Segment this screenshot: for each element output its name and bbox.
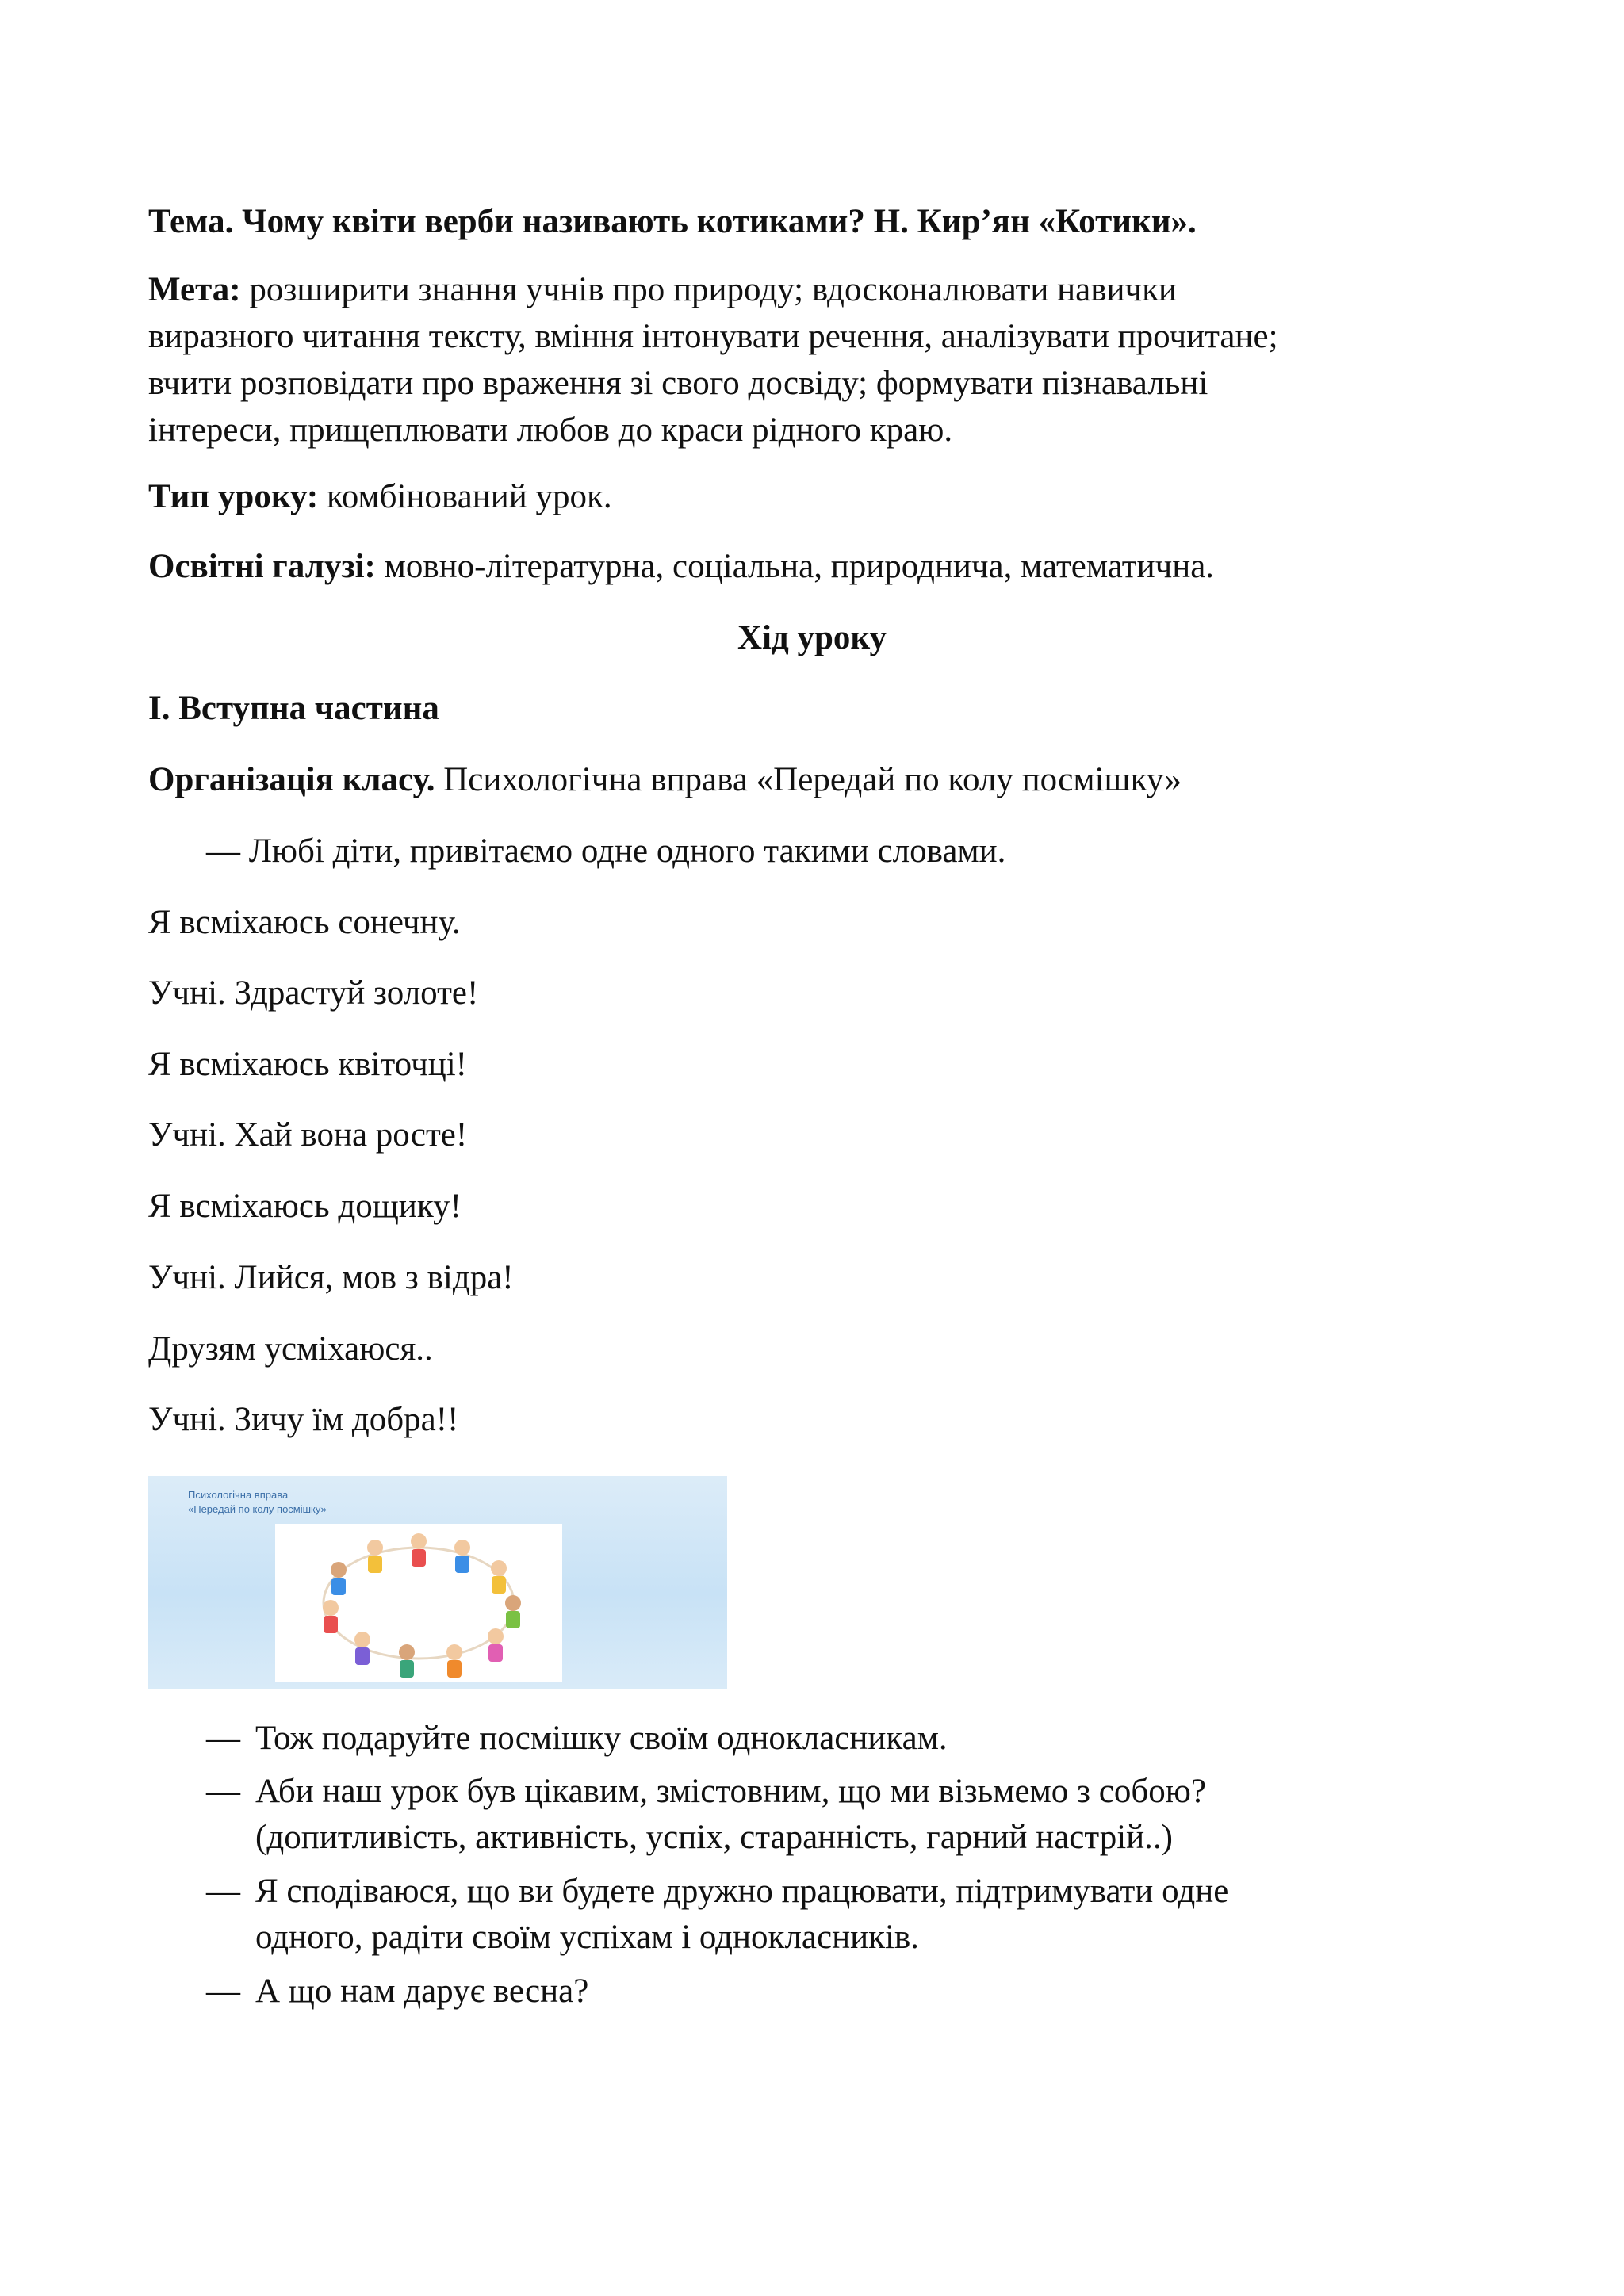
- dialogue-line-1: Я всміхаюсь сонечну.: [148, 904, 461, 941]
- dialogue-line-3: Я всміхаюсь квіточці!: [148, 1046, 467, 1083]
- child-figure: [367, 1540, 383, 1573]
- closing-item-3: [206, 1869, 1228, 1915]
- education-fields-value: мовно-літературна, соціальна, природнича, математична.: [375, 548, 1215, 585]
- child-figure: [411, 1533, 427, 1567]
- child-figure: [331, 1562, 347, 1595]
- child-figure: [505, 1595, 521, 1628]
- child-figure: [488, 1628, 504, 1662]
- lesson-type-label: Тип уроку:: [148, 478, 319, 515]
- dash-marker: —: [206, 1773, 240, 1810]
- goal-line-4: інтереси, прищеплювати любов до краси рідного краю.: [148, 411, 953, 449]
- goal-line-1: [148, 267, 1177, 313]
- illustration-caption-1: Психологічна вправа: [188, 1489, 289, 1501]
- closing-item-3-text: Я сподіваюся, що ви будете дружно працювати, підтримувати одне: [255, 1873, 1229, 1910]
- goal-line-2: виразного читання тексту, вміння інтонувати речення, аналізувати прочитане;: [148, 318, 1278, 355]
- child-figure: [491, 1560, 507, 1594]
- dash-marker: —: [206, 1973, 240, 2010]
- circle-of-children-illustration: [148, 1476, 727, 1689]
- dialogue-line-4: Учні. Хай вона росте!: [148, 1116, 468, 1154]
- education-fields: [148, 544, 1214, 590]
- section-heading: І. Вступна частина: [148, 690, 439, 727]
- child-figure: [454, 1540, 470, 1573]
- lesson-type-value: комбінований урок.: [318, 478, 612, 515]
- child-figure: [323, 1600, 339, 1633]
- closing-item-4: [206, 1969, 588, 2015]
- illustration-frame: [275, 1524, 562, 1682]
- organization-label: Організація класу.: [148, 761, 435, 798]
- organization-text: Психологічна вправа «Передай по колу посмішку»: [435, 761, 1182, 798]
- closing-item-4-text: А що нам дарує весна?: [255, 1973, 589, 2010]
- child-figure: [354, 1632, 370, 1665]
- illustration-caption-2: «Передай по колу посмішку»: [188, 1503, 327, 1515]
- closing-item-2-text: Аби наш урок був цікавим, змістовним, що ми візьмемо з собою?: [255, 1773, 1206, 1810]
- dialogue-line-2: Учні. Здрастуй золоте!: [148, 974, 479, 1012]
- closing-item-2-continued: (допитливість, активність, успіх, старанність, гарний настрій..): [255, 1819, 1173, 1856]
- dialogue-line-8: Учні. Зичу їм добра!!: [148, 1401, 459, 1438]
- lesson-type: [148, 474, 612, 520]
- closing-item-1-text: Тож подаруйте посмішку своїм однокласникам.: [255, 1720, 948, 1757]
- education-fields-label: Освітні галузі:: [148, 548, 376, 585]
- closing-item-2: [206, 1769, 1206, 1815]
- goal-line-3: вчити розповідати про враження зі свого досвіду; формувати пізнавальні: [148, 365, 1208, 402]
- goal-text-1: розширити знання учнів про природу; вдосконалювати навички: [240, 271, 1178, 308]
- goal-label: Мета:: [148, 271, 241, 308]
- intro-line: — Любі діти, привітаємо одне одного такими словами.: [206, 832, 1006, 870]
- closing-item-1: [206, 1716, 948, 1762]
- child-figure: [399, 1644, 415, 1678]
- child-figure: [446, 1644, 462, 1678]
- course-heading: Хід уроку: [737, 619, 887, 656]
- children-circle-drawing: [275, 1524, 562, 1682]
- organization-line: [148, 757, 1182, 803]
- dialogue-line-6: Учні. Лийся, мов з відра!: [148, 1259, 514, 1296]
- dialogue-line-5: Я всміхаюсь дощику!: [148, 1188, 462, 1225]
- dash-marker: —: [206, 1720, 240, 1757]
- closing-item-3-continued: одного, радіти своїм успіхам і однокласників.: [255, 1919, 919, 1956]
- dialogue-line-7: Друзям усміхаюся..: [148, 1330, 433, 1368]
- lesson-topic: Тема. Чому квіти верби називають котиками? Н. Кир’ян «Котики».: [148, 203, 1197, 240]
- dash-marker: —: [206, 1873, 240, 1910]
